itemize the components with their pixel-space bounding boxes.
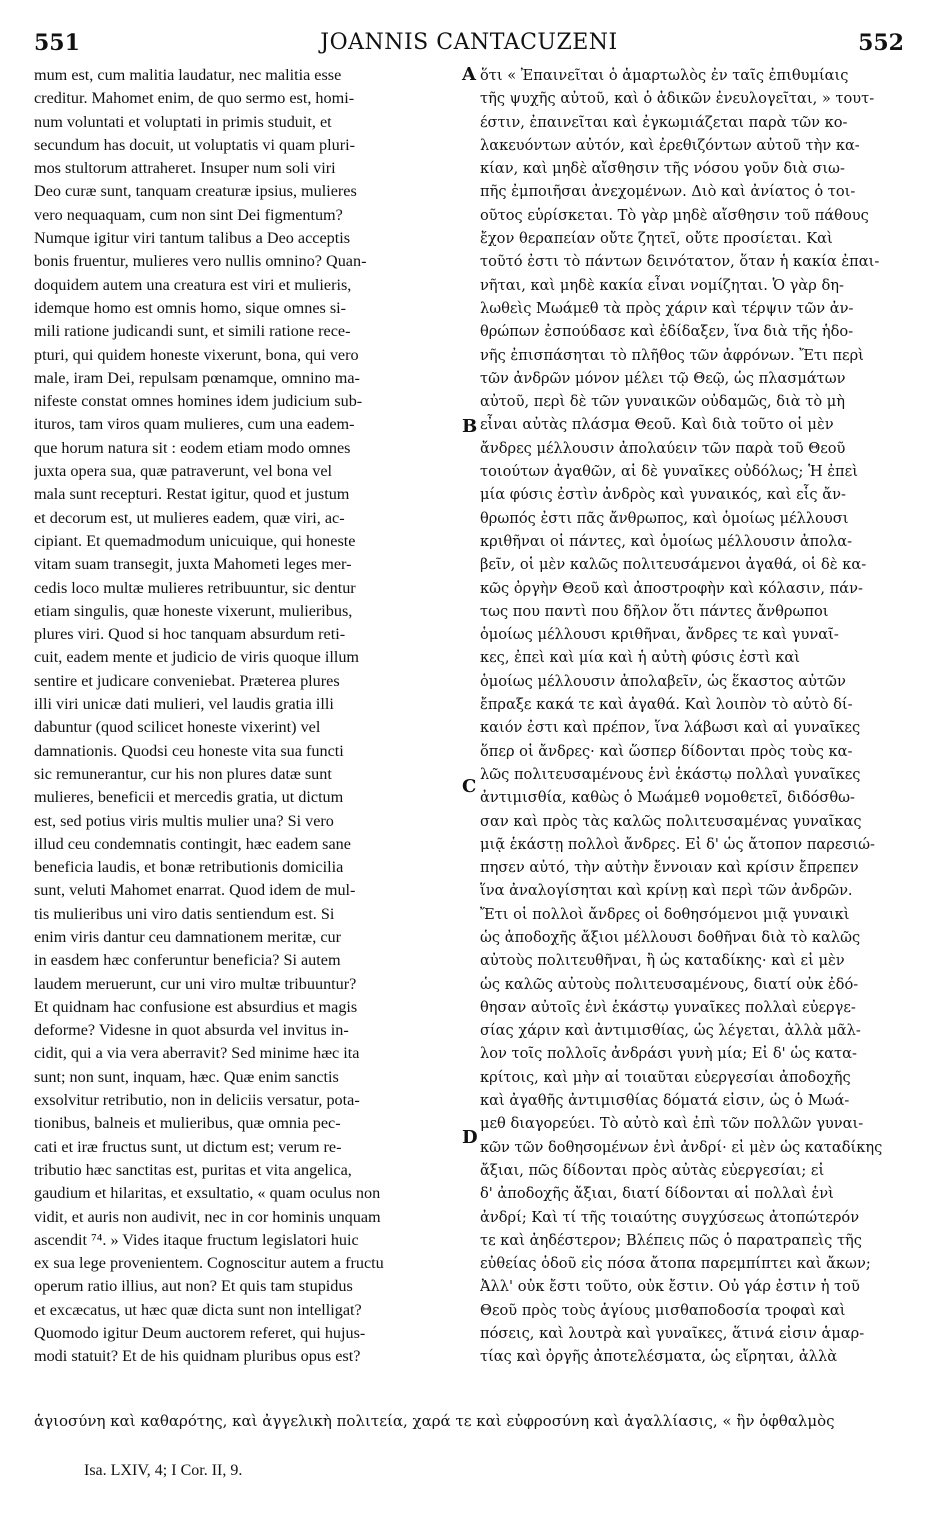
greek-text-line: έστιν, ἐπαινεῖται καὶ ἐγκωμιάζεται παρὰ τῶν κο- (480, 113, 848, 131)
greek-text-line: τοιούτων ἀγαθῶν, αἱ δὲ γυναῖκες οὐδόλως; Ἡ ἐπεὶ (480, 463, 858, 481)
greek-text-line: ὅτι « Ἐπαινεῖται ὁ ἁμαρτωλὸς ἐν ταῖς ἐπιθυμίαις (480, 67, 849, 84)
greek-text-line: αὐτοὺς πολιτευθῆναι, ἢ ὡς καταδίκης· καὶ εἰ μὲν (480, 952, 845, 970)
greek-text-line: μεθ διαγορεύει. Τὸ αὐτὸ καὶ ἐπὶ τῶν πολλῶν γυναι- (480, 1115, 864, 1133)
latin-text-line: vitam suam transegit, juxta Mahometi leges mer- (34, 555, 352, 574)
greek-text-line: τίας καὶ ὀργῆς ἀποτελέσματα, ὡς εἴρηται, ἀλλὰ (480, 1348, 838, 1366)
latin-text-line: illi viri unicæ dati mulieri, vel laudis gratia illi (34, 695, 334, 714)
greek-text-line: νῆς ἐπισπάσηται τὸ πλῆθος τῶν ἀφρόνων. Ἔτι περὶ (480, 346, 864, 364)
greek-continuation-line: ἁγιοσύνη καὶ καθαρότης, καὶ ἀγγελικὴ πολιτεία, χαρά τε καὶ εὐφροσύνη καὶ ἀγαλλίασις, « ἣν ὀφθαλμὸς (34, 1412, 835, 1430)
latin-text-line: etiam singulis, quæ honeste vixerunt, mulieribus, (34, 601, 353, 620)
greek-column (480, 64, 902, 1369)
greek-text-line: οῦτος εὑρίσκεται. Τὸ γὰρ μηδὲ αἴσθησιν τοῦ πάθους (480, 206, 869, 224)
greek-text-line: ὅπερ οἱ ἄνδρες· καὶ ὥσπερ δίδονται πρὸς τοὺς κα- (480, 742, 853, 760)
greek-text-line: Θεοῦ πρὸς τοὺς ἁγίους μισθαποδοσία τροφαὶ καὶ (480, 1301, 846, 1319)
page-number-right: 552 (858, 30, 904, 56)
latin-text-line: sic remunerantur, cur his non plures datæ sunt (34, 764, 332, 783)
latin-text-line: exsolvitur retributio, non in deliciis versatur, pota- (34, 1091, 360, 1110)
greek-text-line: μία φύσις ἐστὶν ἀνδρὸς καὶ γυναικός, καὶ εἷς ἄν- (480, 486, 846, 504)
latin-text-line: est, sed potius viris multis mulier una? Si vero (34, 811, 334, 830)
page-header (34, 30, 904, 60)
latin-text-line: bonis fruentur, mulieres vero nullis omnino? Quan- (34, 252, 367, 271)
greek-text-line: ὁμοίως μέλλουσι κριθῆναι, ἄνδρες τε καὶ γυναῖ- (480, 626, 839, 644)
section-marker-d: D (462, 1127, 478, 1148)
latin-text-line: damnationis. Quodsi ceu honeste vita sua functi (34, 741, 344, 760)
latin-text-line: juxta opera sua, quæ patraverunt, vel bona vel (34, 462, 333, 481)
greek-text-line: σίας χάριν καὶ ἀντιμισθίας, ὡς λέγεται, ἀλλὰ μᾶλ- (480, 1022, 861, 1040)
greek-text-line: βεῖν, οἱ μὲν καλῶς πολιτευσάμενοι ἀγαθά, οἱ δὲ κα- (480, 556, 867, 574)
latin-text-line: cati et iræ fructus sunt, ut dictum est; verum re- (34, 1137, 342, 1156)
greek-text-line: ἔπραξε κακά τε καὶ ἀγαθά. Καὶ λοιπὸν τὸ αὐτὸ δί- (480, 696, 853, 714)
latin-text-line: plures viri. Quod si hoc tanquam absurdum reti- (34, 625, 346, 644)
greek-text-line: δ' ἀποδοχῆς ἄξιαι, διατί δίδονται αἱ πολλαὶ ἑνὶ (480, 1185, 834, 1203)
latin-text-line: sunt, veluti Mahomet enarrat. Quod idem de mul- (34, 881, 356, 900)
greek-text-line: θησαν αὐτοῖς ἑνὶ ἑκάστῳ γυναῖκες πολλαὶ εὐεργε- (480, 998, 856, 1016)
greek-text-line: λακευόντων αὐτόν, καὶ ἐρεθιζόντων αὐτοῦ τὴν κα- (480, 136, 860, 154)
latin-text-line: ex sua lege provenientem. Cognoscitur autem a fructu (34, 1254, 384, 1273)
latin-text-line: vidit, et auris non audivit, nec in cor hominis unquam (34, 1207, 381, 1226)
greek-text-line: πησεν αὐτό, τὴν αὐτὴν ἔννοιαν καὶ κρίσιν ἔπρεπεν (480, 859, 859, 877)
latin-text-line: deforme? Videsne in quot absurda vel invitus in- (34, 1021, 349, 1040)
greek-text-line: ἀντιμισθία, καθὼς ὁ Μωάμεθ νομοθετεῖ, διδόσθω- (480, 789, 855, 807)
greek-text-line: λον τοῖς πολλοῖς ἀνδράσι γυνὴ μία; Εἰ δ' ὡς κατα- (480, 1045, 857, 1063)
latin-text-line: enim viris dantur ceu damnationem meritæ, cur (34, 927, 342, 946)
greek-text-line: τοῦτό ἐστι τὸ πάντων δεινότατον, ὅταν ἡ κακία ἐπαι- (480, 253, 880, 271)
latin-text-line: Et quidnam hac confusione est absurdius et magis (34, 997, 358, 1016)
latin-text-line: Numque igitur viri tantum talibus a Deo acceptis (34, 229, 351, 248)
greek-text-line: κρίτοις, καὶ μὴν αἱ τοιαῦται εὐεργεσίαι ἀποδοχῆς (480, 1068, 851, 1086)
greek-text-line: Ἔτι οἱ πολλοὶ ἄνδρες οἱ δοθησόμενοι μιᾷ γυναικὶ (480, 905, 850, 923)
greek-text-line: κῶς ὀργὴν Θεοῦ καὶ ἀποστροφὴν καὶ κόλασιν, πάν- (480, 579, 863, 597)
latin-text-line: que horum natura sit : eodem etiam modo omnes (34, 438, 351, 457)
greek-text-line: πόσεις, καὶ λουτρὰ καὶ γυναῖκες, ἅτινά εἰσιν ἁμαρ- (480, 1325, 865, 1343)
greek-text-line: κῶν τῶν δοθησομένων ἑνὶ ἀνδρί· εἰ μὲν ὡς καταδίκης (480, 1138, 883, 1156)
latin-text-line: mulieres, beneficii et mercedis gratia, ut dictum (34, 788, 344, 807)
greek-text-line: τε καὶ ἀηδέστερον; Βλέπεις πῶς ὁ παρατραπεὶς τῆς (480, 1231, 862, 1249)
greek-text-line: καιόν ἐστι καὶ πρέπον, ἵνα λάβωσι καὶ αἱ γυναῖκες (480, 719, 861, 737)
latin-text-line: mili ratione judicandi sunt, et simili ratione rece- (34, 322, 351, 341)
greek-text-line: ὡς ἀποδοχῆς ἄξιοι μέλλουσι δοθῆναι διὰ τὸ καλῶς (480, 928, 861, 946)
latin-text-line: et decorum est, ut mulieres eadem, quæ viri, ac- (34, 508, 345, 527)
greek-text-line: θρωπός ἐστι πᾶς ἄνθρωπος, καὶ ὁμοίως μέλλουσι (480, 509, 849, 527)
latin-text-line: mos stultorum attraheret. Insuper num soli viri (34, 159, 336, 178)
latin-text-line: tis mulieribus uni viro datis sentiendum est. Si (34, 904, 335, 923)
latin-text-line: tributio hæc sanctitas est, puritas et vita angelica, (34, 1160, 352, 1179)
greek-text-line: λῶς πολιτευσαμένους ἑνὶ ἑκάστῳ πολλαὶ γυναῖκες (480, 765, 861, 783)
latin-text-line: sentire et judicare conveniebat. Præterea plures (34, 671, 340, 690)
page-number-left: 551 (34, 30, 80, 56)
greek-text-line: σαν καὶ πρὸς τὰς καλῶς πολιτευσαμένας γυναῖκας (480, 812, 862, 830)
running-title: JOANNIS CANTACUZENI (320, 30, 618, 55)
greek-text-line: τῆς ψυχῆς αὐτοῦ, καὶ ὁ ἀδικῶν ἐνευλογεῖται, » τουτ- (480, 90, 875, 108)
latin-column (34, 64, 458, 1369)
greek-text-line: εὐθείας ὁδοῦ εἰς πόσα ἄτοπα παρεμπίπτει καὶ ἄκων; (480, 1255, 871, 1273)
latin-text-line: Quomodo igitur Deum auctorem referet, qui hujus- (34, 1324, 366, 1343)
greek-text-line: ὡς καλῶς αὐτοὺς πολιτευσαμένους, διατί οὐκ ἐδό- (480, 975, 859, 993)
footnote: Isa. LXIV, 4; I Cor. II, 9. (84, 1462, 243, 1479)
greek-text-line: θρώπων ἐσπούδασε καὶ ἐδίδαξεν, ἵνα διὰ τῆς ἡδο- (480, 323, 854, 341)
latin-text-line: laudem meruerunt, cur uni viro multæ tribuuntur? (34, 974, 357, 993)
latin-text-line: vero nequaquam, cum non sint Dei figmentum? (34, 205, 343, 224)
greek-text-line: λωθεὶς Μωάμεθ τὰ πρὸς χάριν καὶ τέρψιν τῶν ἀν- (480, 299, 854, 317)
greek-text-line: νῆται, καὶ μηδὲ κακία εἶναι νομίζηται. Ὁ γὰρ δη- (480, 276, 844, 294)
latin-text-line: Deo curæ sunt, tanquam creaturæ ipsius, mulieres (34, 182, 357, 201)
latin-text-line: cidit, qui a via vera aberravit? Sed minime hæc ita (34, 1044, 360, 1063)
latin-text-line: cuit, eadem mente et judicio de viris quoque illum (34, 648, 360, 667)
section-marker-c: C (462, 776, 477, 797)
latin-text-line: creditur. Mahomet enim, de quo sermo est, homi- (34, 89, 355, 108)
latin-text-line: tionibus, balneis et mulieribus, quæ omnia pec- (34, 1114, 341, 1133)
greek-text-line: τῶν ἀνδρῶν μόνον μέλει τῷ Θεῷ, ὡς πλασμάτων (480, 369, 846, 387)
latin-text-line: operum ratio illius, aut non? Et quis tam stupidus (34, 1277, 353, 1296)
latin-text-line: beneficia laudis, et bonæ retributionis domicilia (34, 858, 344, 877)
latin-text-line: ituros, tam viros quam mulieres, cum una eadem- (34, 415, 355, 434)
latin-text-line: dabuntur (quod scilicet honeste vixerint) vel (34, 718, 321, 737)
latin-text-line: modi statuit? Et de his quidnam pluribus opus est? (34, 1347, 361, 1366)
section-marker-a: A (462, 64, 476, 85)
greek-text-line: μιᾷ ἑκάστῃ πολλοὶ ἄνδρες. Εἰ δ' ὡς ἄτοπον παρεσιώ- (480, 835, 875, 853)
greek-text-line: ἔχον θεραπείαν οὔτε ζητεῖ, οὔτε προσίεται. Καὶ (480, 230, 833, 248)
greek-text-line: εἶναι αὐτὰς πλάσμα Θεοῦ. Καὶ διὰ τοῦτο οἱ μὲν (480, 416, 834, 434)
latin-text-line: gaudium et hilaritas, et exsultatio, « quam oculus non (34, 1184, 381, 1203)
latin-text-line: mala sunt recepturi. Restat igitur, quod et justum (34, 485, 350, 504)
greek-text-line: ἄνδρες μέλλουσιν ἀπολαύειν τῶν παρὰ τοῦ Θεοῦ (480, 439, 846, 457)
latin-text-line: num voluntati et voluptati in primis studuit, et (34, 112, 332, 131)
latin-text-line: cedis loco multæ mulieres retribuuntur, sic dentur (34, 578, 356, 597)
latin-text-line: nifeste constat omnes homines idem judicium sub- (34, 392, 363, 411)
latin-text-line: sunt; non sunt, inquam, hæc. Quæ enim sanctis (34, 1067, 339, 1086)
latin-text-line: in easdem hæc conferuntur beneficia? Si autem (34, 951, 341, 970)
greek-text-line: τως που παντὶ που δῆλον ὅτι πάντες ἄνθρωποι (480, 602, 829, 620)
latin-text-line: male, iram Dei, repulsam pœnamque, omnino ma- (34, 368, 360, 387)
greek-text-line: Ἀλλ' οὐκ ἔστι τοῦτο, οὐκ ἔστιν. Οὐ γάρ ἐστιν ἡ τοῦ (480, 1278, 860, 1296)
latin-text-line: idemque homo est omnis homo, sique omnes si- (34, 298, 347, 317)
greek-text-line: ἀνδρί; Καὶ τί τῆς τοιαύτης συγχύσεως ἀτοπώτερόν (480, 1208, 860, 1226)
greek-text-line: καὶ ἀγαθῆς ἀντιμισθίας δόματά εἰσιν, ὡς ὁ Μωά- (480, 1092, 850, 1110)
latin-text-line: mum est, cum malitia laudatur, nec malitia esse (34, 66, 342, 84)
greek-text-line: ἄξιαι, πῶς δίδονται πρὸς αὐτὰς εὐεργεσίαι; εἰ (480, 1161, 825, 1179)
greek-text-line: ὁμοίως μέλλουσιν ἀπολαβεῖν, ὡς ἕκαστος αὐτῶν (480, 672, 846, 690)
greek-text-line: κες, ἐπεὶ καὶ μία καὶ ἡ αὐτὴ φύσις ἐστὶ καὶ (480, 649, 800, 667)
greek-text-line: ἵνα ἀναλογίσηται καὶ κρίνῃ καὶ περὶ τῶν ἀνδρῶν. (480, 882, 853, 900)
greek-text-line: κίαν, καὶ μηδὲ αἴσθησιν τῆς νόσου γοῦν διὰ σιω- (480, 160, 845, 178)
greek-text-line: αὐτοῦ, περὶ δὲ τῶν γυναικῶν οὐδαμῶς, διὰ τὸ μὴ (480, 393, 846, 411)
greek-text-line: κριθῆναι οἱ πάντες, καὶ ὁμοίως μέλλουσιν ἀπολα- (480, 532, 853, 550)
latin-text-line: cipiant. Et quemadmodum unicuique, qui honeste (34, 531, 356, 550)
latin-text-line: et excæcatus, ut hæc quæ dicta sunt non intelligat? (34, 1300, 362, 1319)
latin-text-line: illud ceu condemnatis contingit, hæc eadem sane (34, 834, 351, 853)
greek-text-line: πῆς ἐμποιῆσαι ἀνεχομένων. Διὸ καὶ ἀνίατος ὁ τοι- (480, 183, 856, 201)
latin-text-line: secundum has docuit, ut voluptatis vi quam pluri- (34, 135, 356, 154)
section-marker-b: B (462, 416, 478, 437)
latin-text-line: ascendit ⁷⁴. » Vides itaque fructum legislatori huic (34, 1230, 359, 1249)
latin-text-line: doquidem autem una creatura est viri et mulieris, (34, 275, 352, 294)
latin-text-line: pturi, qui quidem honeste vixerunt, bona, qui vero (34, 345, 359, 364)
